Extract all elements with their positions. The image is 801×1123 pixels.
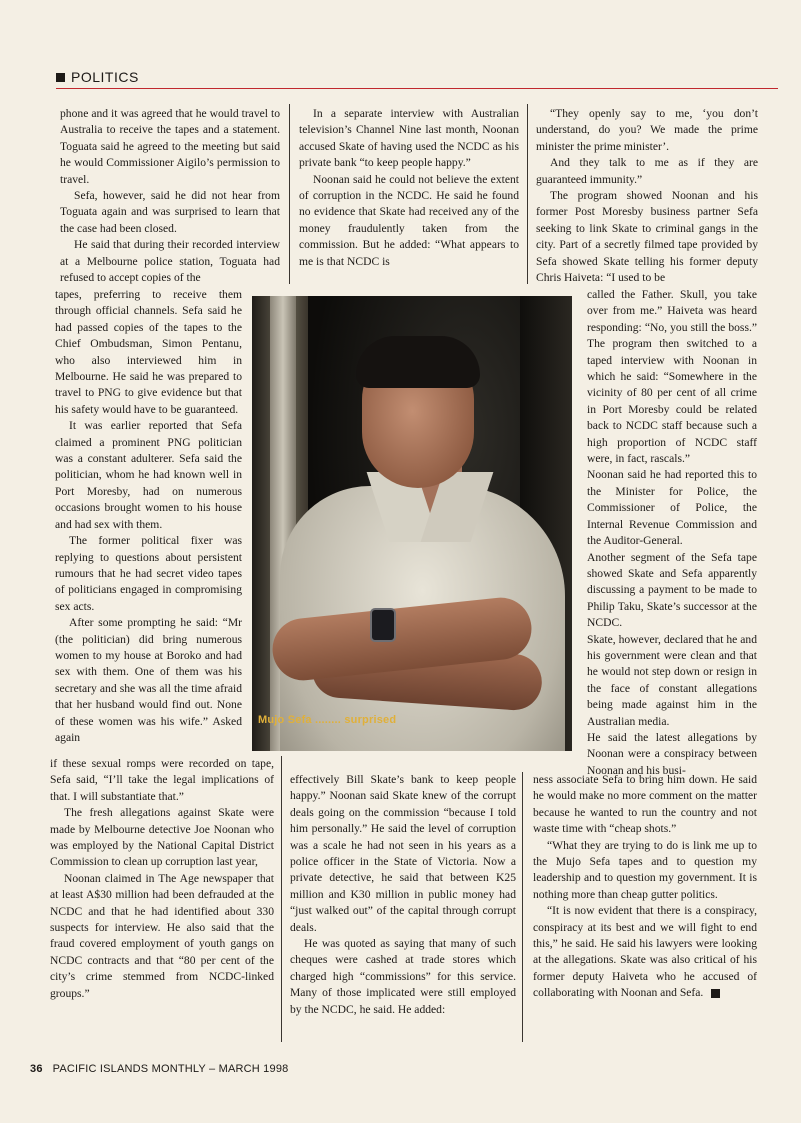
- paragraph: tapes, preferring to receive them through official channels. Sefa said he had passed copies of the tapes to the Chief Ombudsman, Simon Pentanu, who also interviewed him in Melbourne. He said he was prepared to travel to PNG to give evidence but that his safety would have to be guaranteed.: [55, 288, 242, 416]
- paragraph: “What they are trying to do is link me up to the Mujo Sefa tapes and to question my leadership and to question my government. It is nothing more than cheap gutter politics.: [533, 838, 757, 901]
- caption-word: surprised: [344, 714, 397, 726]
- paragraph: In a separate interview with Australian television’s Channel Nine last month, Noonan accused Skate of having used the NCDC as his private bank “to keep people happy.”: [299, 107, 519, 170]
- column-1-middle: [55, 287, 242, 746]
- paragraph: And they talk to me as if they are guaranteed immunity.”: [536, 156, 758, 186]
- paragraph: Noonan claimed in The Age newspaper that at least A$30 million had been defrauded at the NCDC and that he had identified about 330 suspects for interview. He also said that the fraud covered employment of youth gangs on NCDC contracts and that “80 per cent of the city’s crime stemmed from NCDC-linked groups.”: [50, 871, 274, 1000]
- paragraph: [533, 903, 757, 1001]
- page-footer: [30, 1063, 288, 1075]
- paragraph: Noonan said he could not believe the extent of corruption in the NCDC. He said he found no evidence that Skate had received any of the money fraudulently taken from the commission. But he added: “What appears to me is that NCDC is: [299, 172, 519, 268]
- paragraph: called the Father. Skull, you take over from me.” Haiveta was heard responding: “No, you still the boss.” The program then switched to a taped interview with Noonan in which he said: “Somewhere in the vicinity of 80 per cent of all crime in Port Moresby could be related back to NCDC staff because such a high proportion of NCDC staff were, in fact, rascals.”: [587, 288, 757, 466]
- paragraph: phone and it was agreed that he would travel to Australia to receive the tapes and a statement. Toguata said he agreed to the meeting but said he would Commissioner Aigilo’s permission to travel.: [60, 107, 280, 186]
- column-divider: [522, 772, 523, 1042]
- column-1-top: [60, 106, 280, 286]
- section-title: POLITICS: [71, 69, 139, 85]
- page-number: 36: [30, 1063, 43, 1075]
- column-divider: [527, 104, 528, 284]
- paragraph-text: “It is now evident that there is a conspiracy, conspiracy at its best and we will fight to end this,” he said. He said his lawyers were looking at the allegations. Skate was also critical of his former deputy Haiveta who he accused of collaborating with Noonan and Sefa.: [533, 904, 757, 1000]
- portrait-photo: [252, 296, 572, 751]
- paragraph: Noonan said he had reported this to the Minister for Police, the Commissioner of Police, the Internal Revenue Commission and the Auditor-General.: [587, 468, 757, 548]
- column-divider: [289, 104, 290, 284]
- paragraph: The former political fixer was replying to questions about persistent rumours that he had secret video tapes of politicians engaged in compromising sex acts.: [55, 534, 242, 613]
- paragraph: Sefa, however, said he did not hear from Toguata again and was surprised to learn that the case had been closed.: [60, 189, 280, 235]
- photo-watch: [370, 608, 396, 642]
- header-rule: [56, 88, 778, 89]
- paragraph: if these sexual romps were recorded on tape, Sefa said, “I’ll take the legal implications of that. I will substantiate that.”: [50, 757, 274, 803]
- paragraph: The program showed Noonan and his former Post Moresby business partner Sefa seeking to link Skate to criminal gangs in the city. Part of a secretly filmed tape provided by Sefa showed Skate telling his former deputy Chris Haiveta: “I used to be: [536, 189, 758, 285]
- photo-hair: [356, 336, 480, 388]
- caption-name: Mujo Sefa ........: [258, 714, 342, 726]
- column-3-bottom: [533, 772, 757, 1002]
- paragraph: “They openly say to me, ‘you don’t understand, do you? We made the prime minister the prime minister’.: [536, 107, 758, 153]
- paragraph: effectively Bill Skate’s bank to keep people happy.” Noonan said Skate knew of the corrupt deals going on the commission “because I told him personally.” He said the level of corruption was a scale he had not seen in his years as a police officer in the State of Victoria. Now a private detective, he said that between K25 million and K30 million in public money had “just walked out” of the capital through corrupt deals.: [290, 773, 516, 934]
- paragraph: ness associate Sefa to bring him down. He said he would make no more comment on the matter because he wanted to run the country and not waste time with “cheap shots.”: [533, 773, 757, 836]
- paragraph: He said that during their recorded interview at a Melbourne police station, Toguata had refused to accept copies of the: [60, 238, 280, 285]
- photo-caption: [258, 714, 396, 726]
- paragraph: Another segment of the Sefa tape showed Skate and Sefa apparently discussing a payment to be made to Philip Taku, Skate’s successor at the NCDC.: [587, 550, 757, 630]
- column-2-top: [299, 106, 519, 270]
- column-3-middle: [587, 287, 757, 779]
- section-square-icon: [56, 73, 65, 82]
- publication-line: PACIFIC ISLANDS MONTHLY – MARCH 1998: [52, 1063, 289, 1075]
- paragraph: The fresh allegations against Skate were made by Melbourne detective Joe Noonan who was employed by the National Capital District Commission to clean up corruption last year,: [50, 806, 274, 869]
- paragraph: He said the latest allegations by Noonan were a conspiracy between Noonan and his busi-: [587, 730, 757, 777]
- end-of-article-square-icon: [711, 989, 720, 998]
- paragraph: It was earlier reported that Sefa claimed a prominent PNG politician was a constant adulterer. Sefa said the politician, whom he had known well in Port Moresby, had on numerous occasions brought women to his house and had sex with them.: [55, 419, 242, 531]
- column-3-top: [536, 106, 758, 286]
- column-divider: [281, 756, 282, 1042]
- section-header: [56, 66, 778, 88]
- paragraph: He was quoted as saying that many of such cheques were cashed at trade stores which charged high “commissions” for this service. Many of those implicated were still employed by the NCDC, he said. He added:: [290, 937, 516, 1016]
- paragraph: Skate, however, declared that he and his government were clean and that he would not step down or resign in the face of constant allegations being made against him in the Australian media.: [587, 632, 757, 728]
- column-2-bottom: [290, 772, 516, 1018]
- paragraph: After some prompting he said: “Mr (the politician) did bring numerous women to my house at Boroko and had sex with them. One of them was his secretary and she was all the time afraid that her husband would find out. None of these women was his wife.” Asked again: [55, 616, 242, 744]
- column-1-bottom: [50, 756, 274, 1002]
